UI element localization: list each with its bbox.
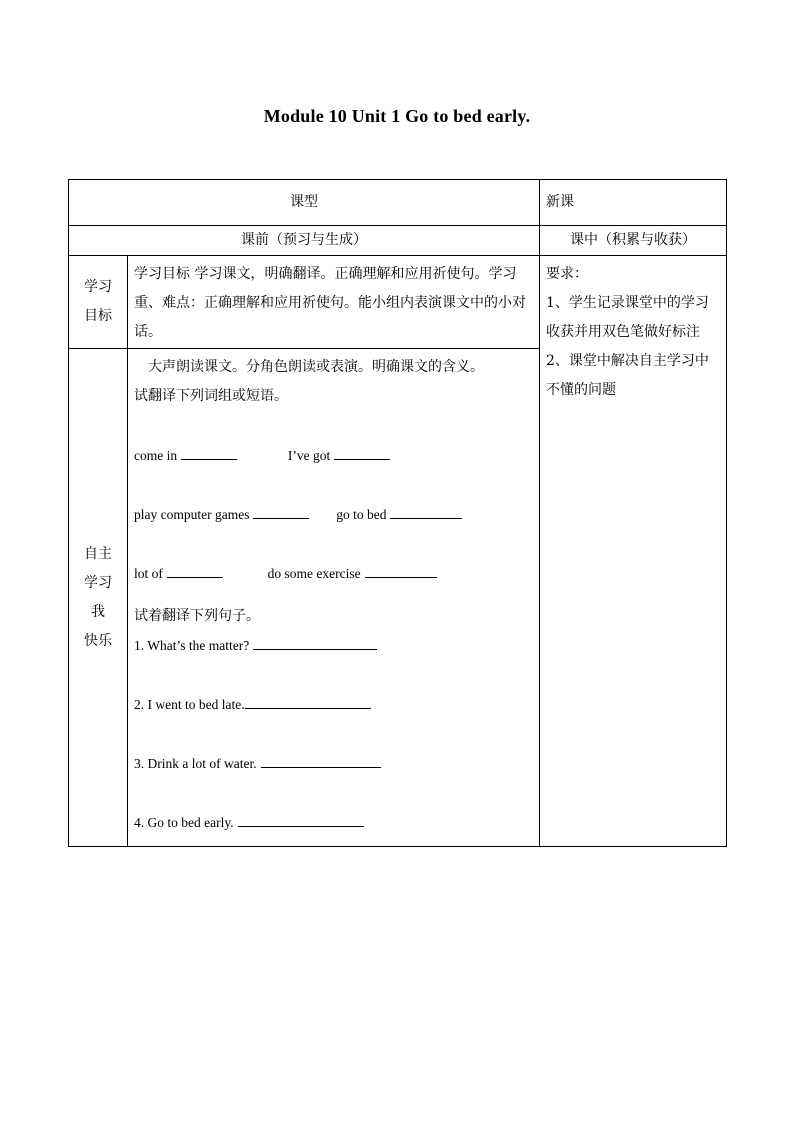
self-study-intro-1: 大声朗读课文。分角色朗读或表演。明确课文的含义。 [148,359,484,375]
phrase-1b: I’ve got [287,448,331,463]
lesson-type-value: 新课 [540,180,727,226]
sentence-1 [134,631,533,660]
requirement-2: 2、课堂中解决自主学习中不懂的问题 [546,353,709,398]
answer-blank[interactable] [261,766,381,768]
answer-blank[interactable] [334,458,390,460]
goals-text: 学习目标 学习课文，明确翻译。正确理解和应用祈使句。学习重、难点：正确理解和应用祈使句。能小组内表演课文中的小对话。 [128,256,540,349]
phrase-2a: play computer games [134,507,250,522]
answer-blank[interactable] [253,517,309,519]
sentence-2-text: 2. I went to bed late. [134,697,245,712]
answer-blank[interactable] [365,576,437,578]
sentence-3-text: 3. Drink a lot of water. [134,756,257,771]
answer-blank[interactable] [167,576,223,578]
answer-blank[interactable] [390,517,462,519]
goals-label-1: 学习 [84,279,112,295]
answer-blank[interactable] [181,458,237,460]
in-class-header: 课中（积累与收获） [540,226,727,256]
self-study-intro-2: 试翻译下列词组或短语。 [134,388,288,404]
phrase-row-1 [134,441,533,470]
answer-blank[interactable] [238,825,364,827]
requirements-title: 要求： [546,266,588,282]
answer-blank[interactable] [253,648,377,650]
lesson-type-label: 课型 [69,180,540,226]
document-title: Module 10 Unit 1 Go to bed early. [263,106,531,126]
self-study-label-4: 快乐 [84,632,112,649]
phrase-2b: go to bed [336,507,387,522]
answer-blank[interactable] [245,707,371,709]
sentence-2 [134,690,533,719]
goals-label-cell [69,256,128,349]
goals-label-2: 目标 [84,308,112,324]
phrase-row-3 [134,559,533,588]
self-study-content [128,349,540,847]
sentence-1-text: 1. What’s the matter? [134,638,250,653]
self-study-label-cell [69,349,128,847]
sentence-4-text: 4. Go to bed early. [134,815,234,830]
sentences-intro: 试着翻译下列句子。 [134,608,260,624]
phrase-3a: lot of [134,566,163,581]
phrase-3b: do some exercise [267,566,361,581]
self-study-label-2: 学习 [84,574,112,591]
phrase-1a: come in [134,448,178,463]
lesson-plan-table [68,179,727,847]
self-study-label-1: 自主 [84,545,112,562]
before-class-header: 课前（预习与生成） [69,226,540,256]
self-study-label-3: 我 [91,603,105,620]
requirement-1: 1、学生记录课堂中的学习收获并用双色笔做好标注 [546,295,709,340]
sentence-3 [134,749,533,778]
sentence-4 [134,808,533,837]
phrase-row-2 [134,500,533,529]
requirements-cell [540,256,727,847]
